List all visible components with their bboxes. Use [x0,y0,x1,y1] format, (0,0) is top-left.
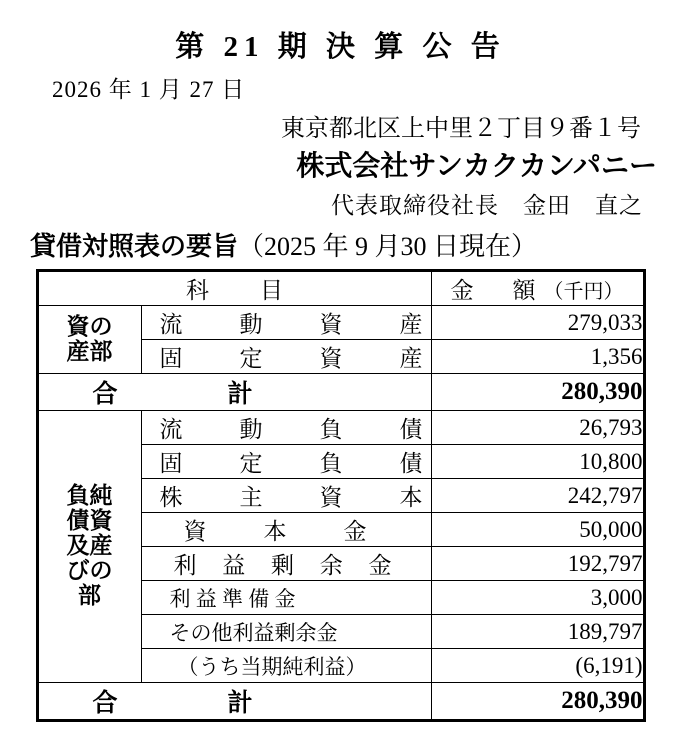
row-label: 流 動 負 債 [141,411,431,445]
row-amount: 242,797 [431,479,644,513]
row-amount: 1,356 [431,340,644,374]
row-label: 利 益 剰 余 金 [141,547,431,581]
total-label: 合 計 [37,683,431,721]
balance-sheet-heading-date: （2025 年 9 月30 日現在） [238,232,538,261]
page-title: 第 21 期 決 算 公 告 [175,31,506,63]
section-label-liabilities-line4: びの [66,557,113,583]
publication-date: 2026 年 1 月 27 日 [52,77,246,102]
row-amount: (6,191) [431,649,644,683]
table-header-row [37,271,644,306]
section-label-liabilities-line3: 及産 [66,533,113,559]
row-label: （うち当期純利益） [141,649,431,683]
row-label: 資 本 金 [141,513,431,547]
header-item: 科 目 [37,271,431,306]
company-name: 株式会社サンカクカンパニー [296,151,657,182]
total-amount: 280,390 [431,683,644,721]
company-address: 東京都北区上中里２丁目９番１号 [281,116,641,142]
row-label: 利 益 準 備 金 [141,581,431,615]
row-amount: 279,033 [431,306,644,340]
row-label: その他利益剰余金 [141,615,431,649]
header-amount-unit: （千円） [543,281,624,303]
row-amount: 3,000 [431,581,644,615]
row-label: 流 動 資 産 [141,306,431,340]
table-row [37,306,644,340]
row-amount: 26,793 [431,411,644,445]
balance-sheet-table [36,269,646,722]
representative-name: 代表取締役社長 金田 直之 [331,193,643,218]
section-label-liabilities-line2: 債資 [66,508,113,534]
row-amount: 192,797 [431,547,644,581]
row-label: 固 定 負 債 [141,445,431,479]
section-label-assets [37,306,141,374]
balance-sheet-heading [18,226,663,263]
table-row [37,411,644,445]
section-label-liabilities-line1: 負純 [66,483,113,509]
section-label-assets-line2: 産部 [66,338,113,364]
total-label: 合 計 [37,374,431,411]
row-label: 株 主 資 本 [141,479,431,513]
section-label-liabilities [37,411,141,683]
balance-sheet-heading-main: 貸借対照表の要旨 [30,232,239,261]
assets-total-row [37,374,644,411]
row-amount: 50,000 [431,513,644,547]
total-amount: 280,390 [431,374,644,411]
section-label-assets-line1: 資の [66,313,113,339]
row-amount: 189,797 [431,615,644,649]
row-label: 固 定 資 産 [141,340,431,374]
liabilities-total-row [37,683,644,721]
announcement-page [0,24,681,755]
header-amount [431,271,644,306]
section-label-liabilities-line5: 部 [78,582,101,608]
header-amount-main: 金 額 [450,278,544,303]
row-amount: 10,800 [431,445,644,479]
